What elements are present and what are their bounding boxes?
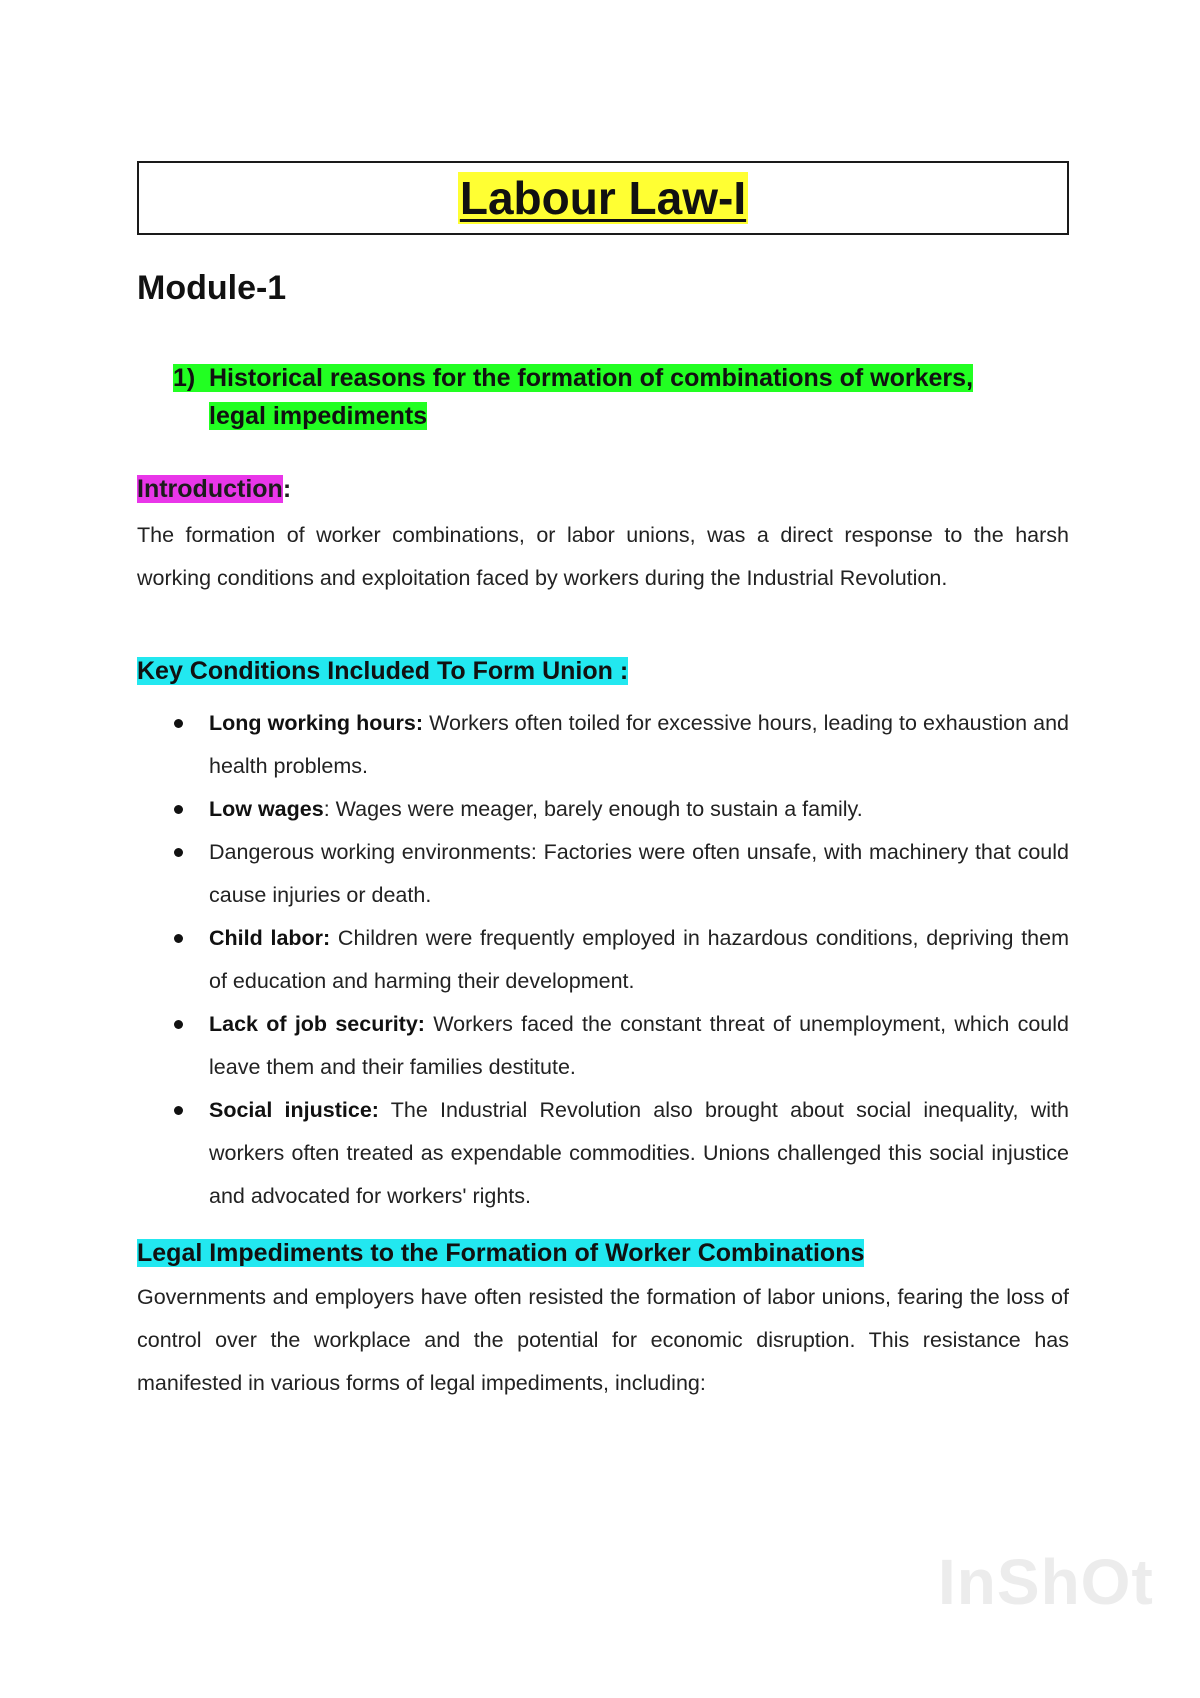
bullet-icon [174,1020,183,1029]
list-item: Low wages: Wages were meager, barely enough to sustain a family. [137,788,1069,831]
intro-paragraph: The formation of worker combinations, or labor unions, was a direct response to the harsh working conditions and exploitation faced by workers during the Industrial Revolution. [137,523,1069,590]
legal-paragraph: Governments and employers have often resisted the formation of labor unions, fearing the loss of control over the workplace and the potential for economic disruption. This resistance has manifested in various forms of legal impediments, including: [137,1285,1069,1395]
bullet-icon [174,805,183,814]
title-box [137,161,1069,235]
list-item: Social injustice: The Industrial Revolution also brought about social inequality, with workers often treated as expendable commodities. Unions challenged this social injustice and advocated for workers' rights. [137,1089,1069,1218]
list-item: Long working hours: Workers often toiled for excessive hours, leading to exhaustion and health problems. [137,702,1069,788]
legal-impediments-label: Legal Impediments to the Formation of Worker Combinations [137,1239,865,1267]
list-item: Child labor: Children were frequently employed in hazardous conditions, depriving them of education and harming their development. [137,917,1069,1003]
intro-label: Introduction [137,475,283,503]
document-title: Labour Law-I [459,172,747,224]
bullet-icon [174,1106,183,1115]
bullet-icon [174,934,183,943]
intro-colon: : [282,475,292,503]
list-item: Lack of job security: Workers faced the constant threat of unemployment, which could leave them and their families destitute. [137,1003,1069,1089]
bullet-icon [174,719,183,728]
question-heading [173,359,1069,435]
watermark-logo: InShOt [938,1546,1154,1618]
key-conditions-label: Key Conditions Included To Form Union : [137,657,629,685]
legal-impediments-heading [137,1235,864,1271]
list-item: Dangerous working environments: Factories were often unsafe, with machinery that could cause injuries or death. [137,831,1069,917]
question-text-line2: legal impediments [209,402,428,430]
question-number: 1) [173,364,196,392]
module-heading: Module-1 [137,269,287,307]
bullet-icon [174,848,183,857]
key-conditions-heading [137,653,628,689]
intro-heading [137,471,291,507]
document-page [137,161,1070,1395]
question-text-line1: Historical reasons for the formation of combinations of workers, [209,364,974,392]
key-conditions-list [137,702,1069,1218]
